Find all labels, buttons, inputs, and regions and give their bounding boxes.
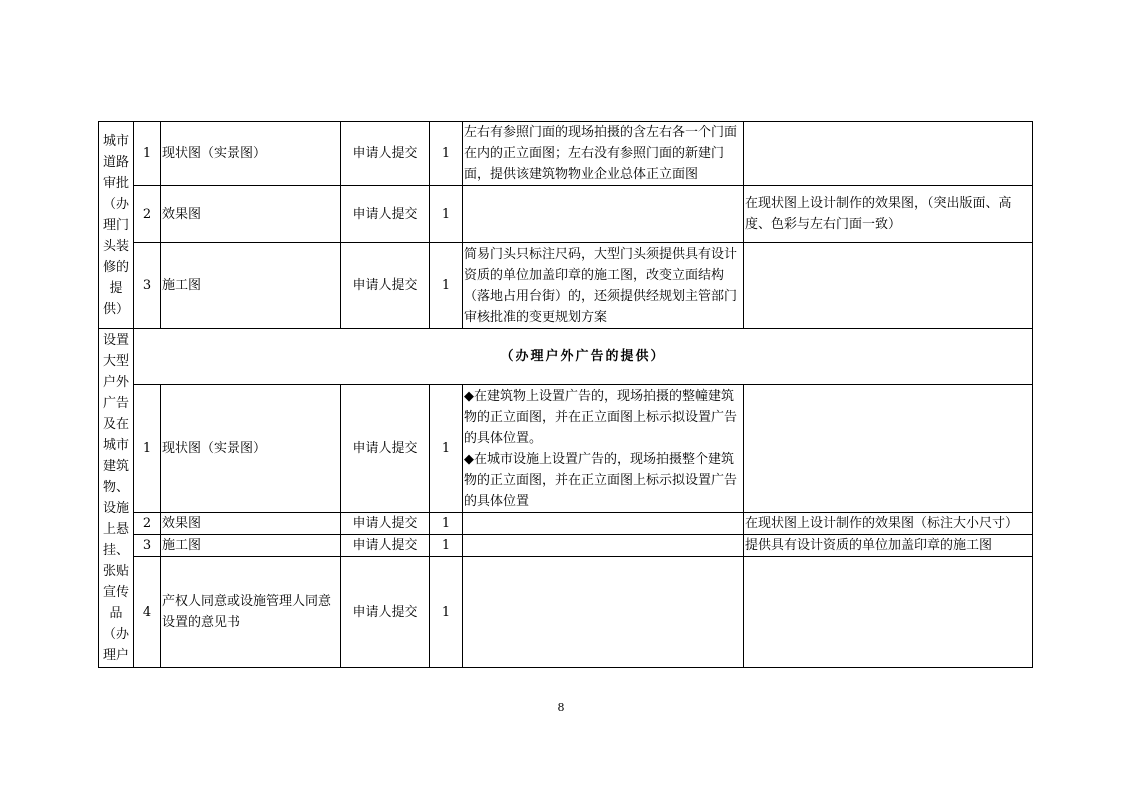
material-source: 申请人提交	[341, 122, 430, 186]
row-number: 3	[134, 535, 161, 557]
row-number: 1	[134, 385, 161, 513]
row-number: 2	[134, 513, 161, 535]
material-requirement	[463, 186, 744, 243]
material-name: 现状图（实景图）	[161, 385, 341, 513]
material-requirement	[463, 557, 744, 668]
requirement-line: ◆在城市设施上设置广告的，现场拍摄整个建筑物的正立面图，并在正立面图上标示拟设置广告的具体位置	[464, 451, 738, 509]
material-count: 1	[430, 557, 463, 668]
section-title: （办理户外广告的提供）	[134, 329, 1033, 385]
category-cell	[99, 329, 134, 668]
material-note	[744, 385, 1033, 513]
row-number: 3	[134, 243, 161, 329]
material-count: 1	[430, 535, 463, 557]
table-row	[99, 186, 1033, 243]
table-row	[99, 385, 1033, 513]
material-requirement	[463, 535, 744, 557]
material-note: 在现状图上设计制作的效果图，（突出版面、高度、色彩与左右门面一致）	[744, 186, 1033, 243]
material-note	[744, 122, 1033, 186]
material-note	[744, 557, 1033, 668]
material-source: 申请人提交	[341, 513, 430, 535]
category-cell	[99, 122, 134, 329]
material-source: 申请人提交	[341, 535, 430, 557]
material-count: 1	[430, 186, 463, 243]
material-count: 1	[430, 385, 463, 513]
section-title-row	[99, 329, 1033, 385]
material-requirement: 简易门头只标注尺码，大型门头须提供具有设计资质的单位加盖印章的施工图，改变立面结构（落地占用台街）的，还须提供经规划主管部门审核批准的变更规划方案	[463, 243, 744, 329]
material-note	[744, 243, 1033, 329]
material-count: 1	[430, 513, 463, 535]
page-number: 8	[557, 701, 565, 714]
material-source: 申请人提交	[341, 557, 430, 668]
material-source: 申请人提交	[341, 243, 430, 329]
materials-table	[98, 121, 1033, 668]
material-requirement	[463, 385, 744, 513]
requirement-line: ◆在建筑物上设置广告的，现场拍摄的整幢建筑物的正立面图，并在正立面图上标示拟设置广告的具体位置。	[464, 388, 738, 446]
category-text: 城市道路审批（办理门头装修的提供）	[102, 133, 129, 317]
material-source: 申请人提交	[341, 186, 430, 243]
material-requirement: 左右有参照门面的现场拍摄的含左右各一个门面在内的正立面图；左右没有参照门面的新建门面，提供该建筑物物业企业总体正立面图	[463, 122, 744, 186]
material-note: 提供具有设计资质的单位加盖印章的施工图	[744, 535, 1033, 557]
table-row	[99, 513, 1033, 535]
material-name: 效果图	[161, 513, 341, 535]
row-number: 1	[134, 122, 161, 186]
category-text: 设置大型户外广告及在城市建筑物、设施上悬挂、张贴宣传品（办理户	[102, 333, 129, 663]
material-source: 申请人提交	[341, 385, 430, 513]
material-requirement	[463, 513, 744, 535]
table-row	[99, 122, 1033, 186]
row-number: 2	[134, 186, 161, 243]
material-count: 1	[430, 243, 463, 329]
table-row	[99, 535, 1033, 557]
material-count: 1	[430, 122, 463, 186]
material-name: 现状图（实景图）	[161, 122, 341, 186]
material-note: 在现状图上设计制作的效果图（标注大小尺寸）	[744, 513, 1033, 535]
material-name: 产权人同意或设施管理人同意设置的意见书	[161, 557, 341, 668]
table-row	[99, 557, 1033, 668]
material-name: 施工图	[161, 243, 341, 329]
material-name: 施工图	[161, 535, 341, 557]
material-name: 效果图	[161, 186, 341, 243]
row-number: 4	[134, 557, 161, 668]
table-row	[99, 243, 1033, 329]
